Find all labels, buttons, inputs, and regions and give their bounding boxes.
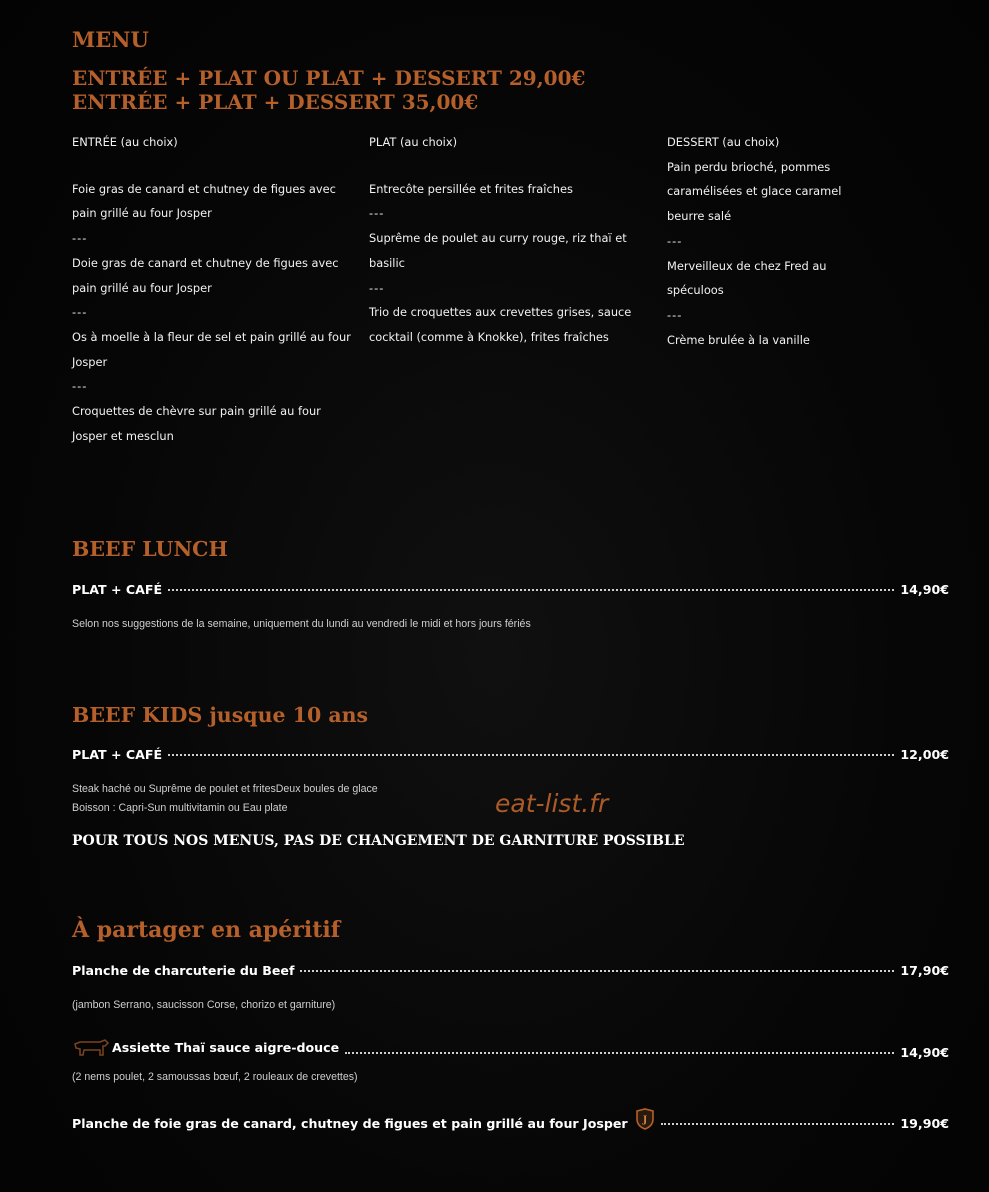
separator: ---: [72, 305, 88, 320]
dot-leader: [168, 754, 894, 756]
entree-heading: ENTRÉE (au choix): [72, 135, 178, 149]
aperitif-item-name: Planche de charcuterie du Beef: [72, 963, 295, 978]
separator: ---: [667, 233, 683, 248]
plat-item: Trio de croquettes aux crevettes grises, sauce cocktail (comme à Knokke), frites fraîches: [369, 305, 632, 344]
entree-item: Doie gras de canard et chutney de figues avec pain grillé au four Josper: [72, 255, 339, 295]
dessert-heading: DESSERT (au choix): [667, 135, 780, 149]
dessert-item: Merveilleux de chez Fred au spéculoos: [667, 258, 827, 298]
aperitif-row: [72, 1106, 949, 1131]
dot-leader: [345, 1052, 894, 1054]
beef-lunch-row: [72, 582, 949, 597]
dessert-item: Crème brulée à la vanille: [667, 332, 810, 347]
plat-item: Suprême de poulet au curry rouge, riz thaï et basilic: [369, 231, 627, 270]
aperitif-item-name-wrap: [72, 1035, 339, 1060]
josper-shield-icon: [635, 1108, 655, 1133]
aperitif-item-note: (2 nems poulet, 2 samoussas bœuf, 2 rouleaux de crevettes): [72, 1071, 358, 1083]
beef-kids-item-name: PLAT + CAFÉ: [72, 747, 163, 762]
separator: ---: [667, 307, 683, 322]
beef-kids-price: 12,00€: [900, 747, 949, 762]
aperitif-item-price: 19,90€: [900, 1116, 949, 1131]
dot-leader: [168, 589, 894, 591]
beef-lunch-title: BEEF LUNCH: [72, 537, 228, 561]
plat-item: Entrecôte persillée et frites fraîches: [369, 181, 573, 196]
watermark: eat-list.fr: [495, 789, 609, 818]
aperitif-title: À partager en apéritif: [72, 917, 341, 943]
beef-kids-note-1: Steak haché ou Suprême de poulet et fritesDeux boules de glace: [72, 783, 378, 795]
dot-leader: [661, 1123, 895, 1125]
aperitif-item-note: (jambon Serrano, saucisson Corse, chorizo et garniture): [72, 999, 336, 1011]
aperitif-item-price: 17,90€: [900, 963, 949, 978]
svg-text:J: J: [642, 1115, 647, 1126]
aperitif-row: [72, 963, 949, 978]
plat-heading: PLAT (au choix): [369, 135, 458, 149]
entree-item: Foie gras de canard et chutney de figues avec pain grillé au four Josper: [72, 181, 336, 221]
garnish-notice: POUR TOUS NOS MENUS, PAS DE CHANGEMENT DE GARNITURE POSSIBLE: [72, 833, 685, 849]
entree-column: [72, 130, 357, 448]
separator: ---: [72, 379, 88, 394]
beef-kids-note-2: Boisson : Capri-Sun multivitamin ou Eau plate: [72, 802, 288, 814]
aperitif-item-price: 14,90€: [900, 1045, 949, 1060]
menu-title: MENU: [72, 27, 149, 52]
separator: ---: [72, 231, 88, 246]
aperitif-row: [72, 1035, 949, 1060]
separator: ---: [369, 280, 385, 295]
formula-entree-plat-or-plat-dessert: ENTRÉE + PLAT OU PLAT + DESSERT 29,00€: [72, 66, 586, 90]
separator: ---: [369, 206, 385, 221]
beef-kids-row: [72, 747, 949, 762]
beef-lunch-price: 14,90€: [900, 582, 949, 597]
beef-lunch-item-name: PLAT + CAFÉ: [72, 582, 163, 597]
dessert-item: Pain perdu brioché, pommes caramélisées et glace caramel beurre salé: [667, 159, 842, 224]
entree-item: Os à moelle à la fleur de sel et pain grillé au four Josper: [72, 329, 351, 369]
beef-lunch-note: Selon nos suggestions de la semaine, uniquement du lundi au vendredi le midi et hors jours fériés: [72, 618, 531, 630]
aperitif-item-name: Assiette Thaï sauce aigre-douce: [112, 1040, 340, 1055]
formula-entree-plat-dessert: ENTRÉE + PLAT + DESSERT 35,00€: [72, 90, 479, 114]
dot-leader: [300, 970, 894, 972]
cow-icon: [72, 1038, 110, 1063]
aperitif-item-name: Planche de foie gras de canard, chutney de figues et pain grillé au four Josper: [72, 1116, 628, 1131]
beef-kids-title: BEEF KIDS jusque 10 ans: [72, 703, 369, 727]
dessert-column: [667, 130, 867, 352]
plat-column: [369, 130, 654, 350]
entree-item: Croquettes de chèvre sur pain grillé au four Josper et mesclun: [72, 404, 321, 443]
